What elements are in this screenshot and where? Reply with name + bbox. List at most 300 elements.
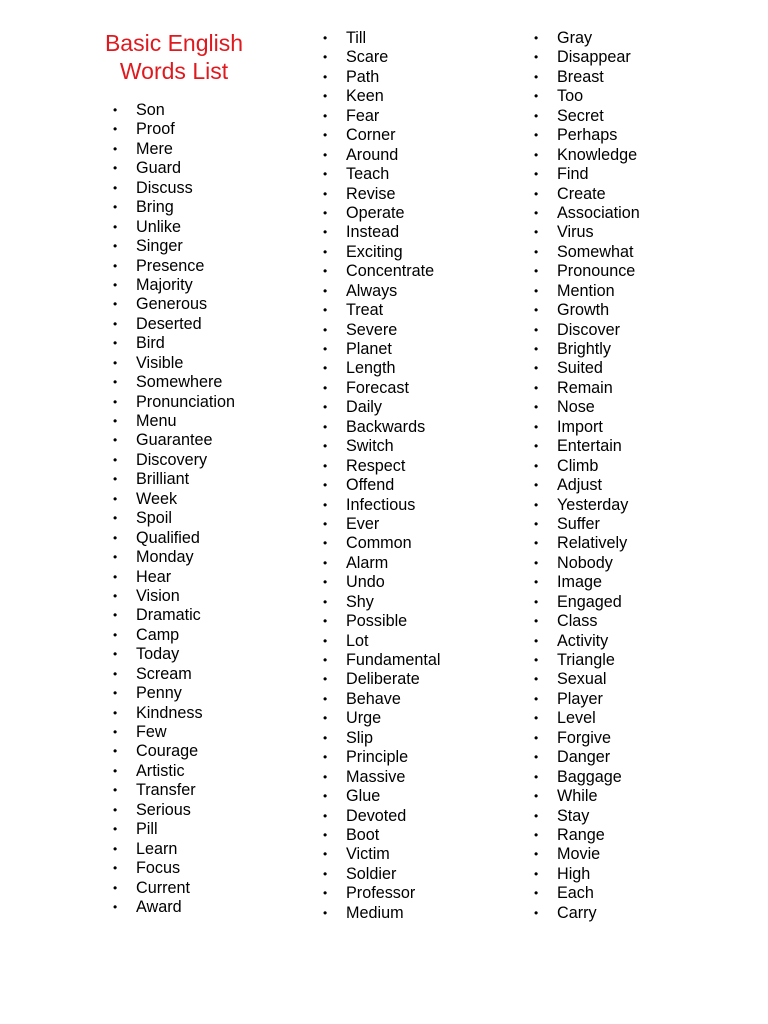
bullet-icon: • (113, 841, 118, 856)
bullet-icon: • (113, 647, 118, 662)
bullet-icon: • (113, 744, 118, 759)
list-item (323, 87, 441, 106)
list-item (323, 903, 441, 923)
list-item-word: Serious (136, 800, 191, 819)
list-item (534, 689, 640, 709)
list-item (113, 101, 235, 120)
list-item (323, 340, 441, 359)
list-item (113, 703, 235, 723)
bullet-icon: • (323, 128, 328, 143)
list-item (323, 417, 441, 437)
list-item-word: Pronounce (557, 262, 636, 281)
bullet-icon: • (323, 108, 328, 123)
list-item-word: Few (136, 723, 167, 741)
list-item-word: Level (557, 709, 596, 728)
list-item-word: Principle (346, 748, 409, 767)
bullet-icon: • (323, 31, 328, 45)
list-item-word: Artistic (136, 761, 185, 780)
list-item-word: Nose (557, 398, 595, 417)
list-item (113, 256, 235, 276)
list-item (323, 651, 441, 670)
bullet-icon: • (323, 575, 328, 590)
bullet-icon: • (113, 627, 118, 642)
bullet-icon: • (534, 536, 539, 551)
list-item-word: Mere (136, 139, 173, 158)
bullet-icon: • (113, 122, 118, 137)
bullet-icon: • (113, 511, 118, 526)
list-item-word: Presence (136, 256, 205, 275)
bullet-icon: • (323, 303, 328, 318)
list-item-word: Planet (346, 340, 392, 358)
list-item (534, 262, 640, 281)
list-item-word: Somewhat (557, 242, 634, 261)
list-item-word: Disappear (557, 48, 631, 67)
bullet-icon: • (534, 633, 539, 648)
list-item (113, 217, 235, 237)
list-item-word: Discovery (136, 450, 208, 469)
list-item (113, 548, 235, 567)
list-item-word: Lot (346, 631, 369, 650)
bullet-icon: • (534, 458, 539, 473)
bullet-icon: • (323, 808, 328, 823)
list-item-word: Path (346, 67, 380, 86)
list-item-word: Remain (557, 378, 613, 397)
list-item (323, 29, 441, 48)
bullet-icon: • (323, 283, 328, 298)
list-item (113, 392, 235, 412)
list-item-word: Breast (557, 67, 604, 86)
bullet-icon: • (113, 783, 118, 798)
list-item (113, 625, 235, 645)
list-item-word: Backwards (346, 417, 426, 436)
bullet-icon: • (534, 205, 539, 220)
bullet-icon: • (323, 711, 328, 726)
list-item-word: Length (346, 359, 396, 378)
bullet-icon: • (113, 161, 118, 176)
bullet-icon: • (534, 50, 539, 65)
list-item-word: Bring (136, 198, 174, 217)
bullet-icon: • (534, 264, 539, 279)
list-item (534, 592, 640, 612)
list-item-word: Player (557, 689, 603, 708)
bullet-icon: • (113, 277, 118, 292)
list-item (113, 742, 235, 761)
word-list-column-2 (323, 29, 441, 923)
bullet-icon: • (534, 361, 539, 376)
list-item (323, 359, 441, 378)
bullet-icon: • (113, 530, 118, 545)
list-item (323, 495, 441, 515)
bullet-icon: • (323, 322, 328, 337)
bullet-icon: • (113, 200, 118, 215)
bullet-icon: • (534, 886, 539, 901)
list-item-word: Teach (346, 165, 390, 184)
list-item (534, 709, 640, 728)
bullet-icon: • (534, 750, 539, 765)
list-item-word: Proof (136, 120, 175, 139)
list-item (534, 845, 640, 864)
list-item (113, 353, 235, 373)
bullet-icon: • (534, 691, 539, 706)
list-item (113, 159, 235, 178)
bullet-icon: • (323, 536, 328, 551)
bullet-icon: • (323, 167, 328, 182)
list-item (113, 820, 235, 839)
word-list-column-3 (534, 29, 640, 923)
bullet-icon: • (323, 905, 328, 920)
list-item (323, 845, 441, 864)
bullet-icon: • (534, 322, 539, 337)
list-item (113, 839, 235, 859)
bullet-icon: • (323, 614, 328, 629)
bullet-icon: • (113, 705, 118, 720)
list-item (534, 612, 640, 631)
list-item-word: Urge (346, 709, 382, 728)
list-item-word: Devoted (346, 806, 407, 825)
list-item-word: Kindness (136, 703, 203, 722)
list-item-word: Knowledge (557, 145, 638, 164)
bullet-icon: • (534, 827, 539, 842)
list-item-word: Gray (557, 29, 593, 47)
word-list-column-1 (113, 101, 235, 917)
list-item (323, 165, 441, 184)
list-item-word: Suited (557, 359, 603, 378)
bullet-icon: • (113, 880, 118, 895)
list-item (323, 825, 441, 845)
bullet-icon: • (323, 478, 328, 493)
list-item (113, 373, 235, 392)
bullet-icon: • (113, 375, 118, 390)
list-item (113, 723, 235, 742)
list-item-word: Create (557, 184, 606, 203)
list-item-word: Concentrate (346, 262, 435, 281)
bullet-icon: • (534, 730, 539, 745)
list-item (113, 664, 235, 684)
bullet-icon: • (534, 283, 539, 298)
bullet-icon: • (534, 808, 539, 823)
list-item-word: Severe (346, 320, 398, 339)
list-item (534, 903, 640, 923)
list-item-word: Massive (346, 767, 406, 786)
bullet-icon: • (113, 316, 118, 331)
bullet-icon: • (534, 866, 539, 881)
bullet-icon: • (534, 31, 539, 45)
list-item (113, 761, 235, 781)
bullet-icon: • (323, 69, 328, 84)
list-item-word: Possible (346, 612, 408, 631)
bullet-icon: • (534, 244, 539, 259)
bullet-icon: • (113, 802, 118, 817)
list-item (113, 120, 235, 139)
list-item (323, 787, 441, 806)
list-item (323, 67, 441, 87)
list-item (113, 178, 235, 198)
list-item (323, 398, 441, 417)
list-item-word: Always (346, 281, 398, 300)
list-item-word: Glue (346, 787, 381, 806)
list-item-word: Around (346, 145, 399, 164)
list-item-word: Ever (346, 514, 380, 533)
list-item (113, 800, 235, 820)
list-item-word: Image (557, 573, 602, 592)
list-item-word: Growth (557, 301, 610, 320)
list-item (323, 145, 441, 165)
list-item-word: Find (557, 165, 589, 184)
list-item (534, 340, 640, 359)
list-item (113, 897, 235, 917)
bullet-icon: • (113, 219, 118, 234)
list-item (323, 631, 441, 651)
bullet-icon: • (534, 575, 539, 590)
list-item (323, 728, 441, 748)
list-item-word: Daily (346, 398, 382, 417)
bullet-icon: • (113, 569, 118, 584)
list-item-word: Sexual (557, 670, 607, 689)
list-item-word: Singer (136, 237, 183, 256)
list-item-word: While (557, 787, 598, 806)
bullet-icon: • (323, 769, 328, 784)
list-item (113, 412, 235, 431)
list-item (323, 281, 441, 301)
bullet-icon: • (113, 588, 118, 603)
list-item-word: Common (346, 534, 412, 553)
list-item (323, 534, 441, 553)
list-item-word: Instead (346, 223, 400, 242)
list-item-word: Suffer (557, 514, 600, 533)
list-item-word: Relatively (557, 534, 628, 553)
list-item-word: Learn (136, 839, 178, 858)
bullet-icon: • (534, 128, 539, 143)
list-item-word: Unlike (136, 217, 181, 236)
list-item (534, 514, 640, 534)
list-item-word: Baggage (557, 767, 622, 786)
list-item-word: Pronunciation (136, 392, 235, 411)
list-item-word: Movie (557, 845, 601, 864)
list-item-word: Deserted (136, 314, 202, 333)
list-item-word: Brilliant (136, 470, 190, 489)
list-item (323, 437, 441, 456)
list-item-word: Corner (346, 126, 396, 145)
bullet-icon: • (113, 686, 118, 701)
list-item-word: Soldier (346, 864, 397, 883)
bullet-icon: • (323, 361, 328, 376)
bullet-icon: • (323, 594, 328, 609)
bullet-icon: • (323, 400, 328, 415)
list-item-word: Current (136, 878, 190, 897)
bullet-icon: • (323, 458, 328, 473)
bullet-icon: • (323, 866, 328, 881)
list-item (534, 417, 640, 437)
list-item (534, 67, 640, 87)
list-item-word: Scare (346, 48, 389, 67)
bullet-icon: • (534, 847, 539, 862)
list-item-word: Activity (557, 631, 609, 650)
list-item (534, 476, 640, 495)
list-item (323, 748, 441, 767)
list-item-word: Shy (346, 592, 374, 611)
list-item-word: Virus (557, 223, 594, 242)
list-item (534, 145, 640, 165)
page-title-line-1: Basic English (104, 30, 244, 56)
list-item (534, 670, 640, 689)
list-item-word: Deliberate (346, 670, 420, 689)
list-item (323, 301, 441, 320)
list-item-word: Forgive (557, 728, 611, 747)
bullet-icon: • (113, 103, 118, 117)
list-item (534, 806, 640, 826)
list-item-word: Infectious (346, 495, 416, 514)
bullet-icon: • (323, 497, 328, 512)
bullet-icon: • (113, 258, 118, 273)
list-item-word: High (557, 864, 591, 883)
list-item (534, 864, 640, 884)
list-item (323, 126, 441, 145)
list-item (534, 106, 640, 126)
list-item-word: Bird (136, 334, 165, 353)
bullet-icon: • (534, 478, 539, 493)
page-title-line-2: Words List (119, 57, 229, 84)
list-item-word: Climb (557, 456, 599, 475)
list-item-word: Adjust (557, 476, 602, 495)
list-item-word: Association (557, 203, 640, 222)
list-item-word: Generous (136, 295, 208, 314)
bullet-icon: • (534, 672, 539, 687)
bullet-icon: • (534, 614, 539, 629)
list-item (323, 223, 441, 242)
bullet-icon: • (113, 899, 118, 914)
list-item (534, 728, 640, 748)
list-item-word: Range (557, 825, 605, 844)
list-item (323, 184, 441, 204)
bullet-icon: • (534, 108, 539, 123)
list-item-word: Till (346, 29, 367, 47)
list-item (113, 781, 235, 800)
bullet-icon: • (323, 516, 328, 531)
list-item (323, 592, 441, 612)
list-item (113, 509, 235, 528)
bullet-icon: • (323, 555, 328, 570)
list-item-word: Stay (557, 806, 590, 825)
list-item-word: Spoil (136, 509, 172, 528)
list-item-word: Hear (136, 567, 172, 586)
bullet-icon: • (113, 141, 118, 156)
list-item-word: Medium (346, 903, 404, 922)
bullet-icon: • (323, 419, 328, 434)
list-item-word: Discuss (136, 178, 193, 197)
list-item-word: Operate (346, 203, 405, 222)
list-item (323, 48, 441, 67)
bullet-icon: • (323, 672, 328, 687)
bullet-icon: • (323, 264, 328, 279)
list-item (534, 534, 640, 553)
list-item-word: Revise (346, 184, 396, 203)
list-item (323, 689, 441, 709)
list-item-word: Engaged (557, 592, 622, 611)
list-item (534, 398, 640, 417)
list-item (113, 295, 235, 314)
list-item (534, 495, 640, 515)
bullet-icon: • (534, 769, 539, 784)
list-item (323, 612, 441, 631)
list-item-word: Perhaps (557, 126, 618, 145)
list-item-word: Slip (346, 728, 373, 747)
list-item (534, 437, 640, 456)
bullet-icon: • (323, 886, 328, 901)
list-item-word: Entertain (557, 437, 622, 456)
list-item (323, 262, 441, 281)
list-item-word: Guard (136, 159, 181, 178)
list-item (113, 645, 235, 664)
bullet-icon: • (113, 433, 118, 448)
bullet-icon: • (113, 666, 118, 681)
list-item-word: Triangle (557, 651, 615, 669)
bullet-icon: • (113, 336, 118, 351)
list-item (113, 139, 235, 159)
list-item-word: Discover (557, 320, 620, 339)
list-item-word: Import (557, 417, 603, 436)
bullet-icon: • (534, 89, 539, 104)
list-item (534, 553, 640, 573)
list-item (534, 184, 640, 204)
bullet-icon: • (534, 653, 539, 667)
list-item (534, 378, 640, 398)
bullet-icon: • (323, 205, 328, 220)
bullet-icon: • (323, 789, 328, 804)
bullet-icon: • (113, 297, 118, 312)
list-item-word: Qualified (136, 528, 200, 547)
list-item (323, 709, 441, 728)
list-item (534, 748, 640, 767)
list-item (323, 573, 441, 592)
bullet-icon: • (113, 822, 118, 837)
list-item (323, 767, 441, 787)
list-item-word: Yesterday (557, 495, 629, 514)
list-item (323, 242, 441, 262)
bullet-icon: • (113, 472, 118, 487)
list-item (323, 670, 441, 689)
list-item-word: Week (136, 489, 178, 508)
list-item-word: Courage (136, 742, 199, 761)
list-item-word: Professor (346, 884, 416, 903)
list-item (113, 859, 235, 878)
bullet-icon: • (534, 789, 539, 804)
list-item (113, 470, 235, 489)
bullet-icon: • (323, 186, 328, 201)
bullet-icon: • (323, 225, 328, 240)
bullet-icon: • (113, 491, 118, 506)
page-title (96, 30, 252, 85)
list-item (323, 203, 441, 223)
list-item (534, 48, 640, 67)
list-item-word: Exciting (346, 242, 403, 261)
bullet-icon: • (113, 861, 118, 876)
bullet-icon: • (113, 452, 118, 467)
list-item-word: Class (557, 612, 598, 631)
list-item (534, 242, 640, 262)
list-item (113, 314, 235, 334)
list-item (534, 884, 640, 903)
bullet-icon: • (534, 303, 539, 318)
list-item (113, 450, 235, 470)
list-item-word: Majority (136, 275, 193, 294)
list-item (113, 237, 235, 256)
list-item (113, 684, 235, 703)
list-item-word: Nobody (557, 553, 613, 572)
bullet-icon: • (113, 550, 118, 565)
list-item (323, 106, 441, 126)
list-item-word: Pill (136, 820, 158, 839)
list-item (113, 567, 235, 587)
